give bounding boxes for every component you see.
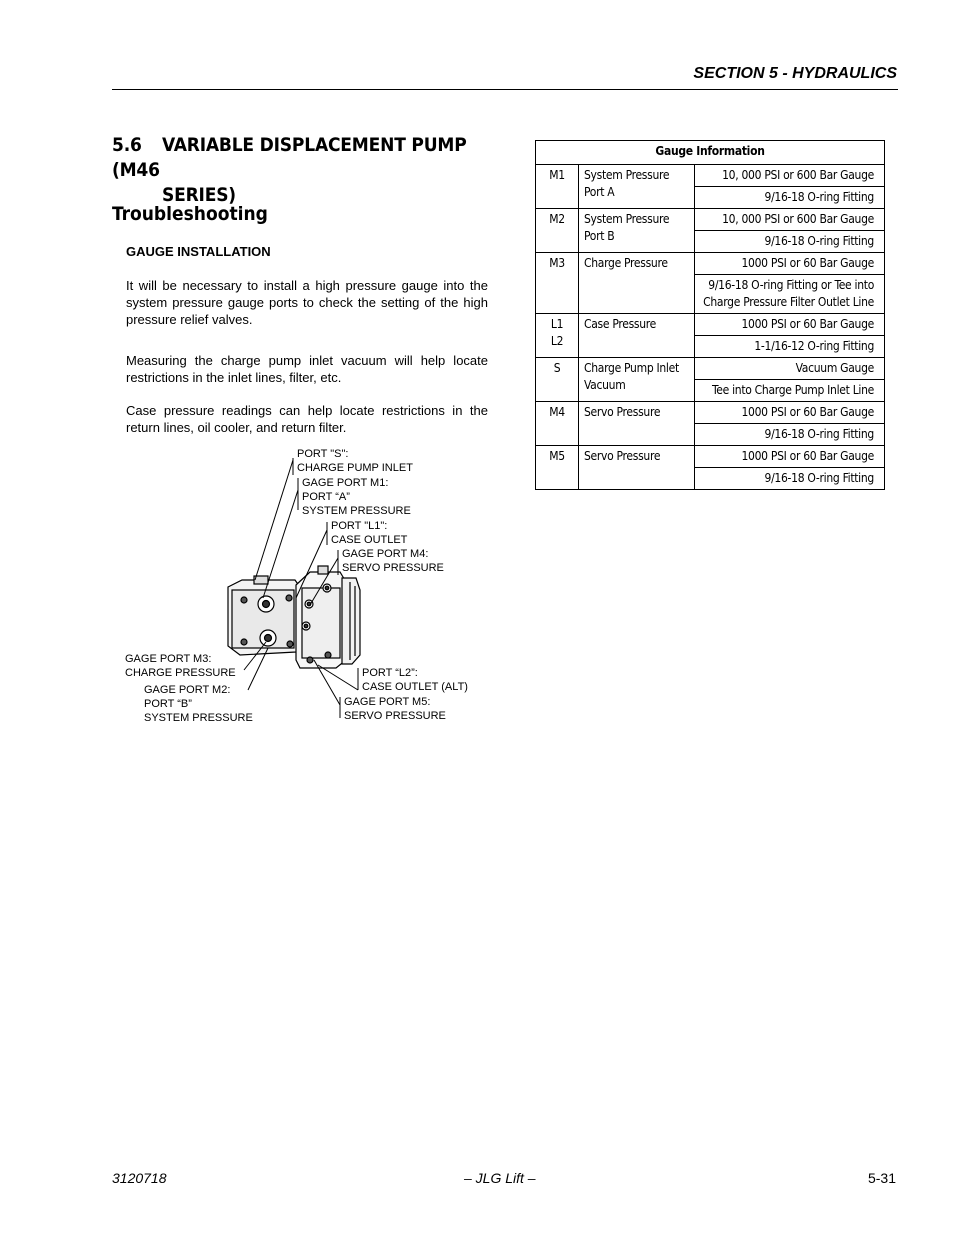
table-row <box>536 358 885 380</box>
spec-cell: 9/16-18 O-ring Fitting <box>695 187 885 209</box>
table-row <box>536 446 885 468</box>
m5-label-1: GAGE PORT M5: <box>344 696 431 708</box>
footer-page-number: 5-31 <box>867 1170 896 1186</box>
description-cell: System Pressure Port A <box>579 165 695 209</box>
spec-cell: 9/16-18 O-ring Fitting or Tee into Charge Pressure Filter Outlet Line <box>695 275 885 314</box>
table-row <box>536 209 885 231</box>
port-s-label-2: CHARGE PUMP INLET <box>297 462 413 474</box>
description-cell: System Pressure Port B <box>579 209 695 253</box>
table-header-row <box>536 141 885 165</box>
spec-cell: 1000 PSI or 60 Bar Gauge <box>695 402 885 424</box>
m1-label-2: PORT “A” <box>302 491 350 503</box>
port-s-label-1: PORT "S": <box>297 448 349 460</box>
section-title <box>112 133 502 208</box>
spec-cell: 9/16-18 O-ring Fitting <box>695 231 885 253</box>
table-title: Gauge Information <box>536 141 885 165</box>
m3-label-1: GAGE PORT M3: <box>125 653 212 665</box>
table-row <box>536 402 885 424</box>
spec-cell: 10, 000 PSI or 600 Bar Gauge <box>695 209 885 231</box>
paragraph-inlet-vacuum: Measuring the charge pump inlet vacuum will help locate restrictions in the inlet lines, filter, etc. <box>126 353 488 386</box>
description-cell: Charge Pump Inlet Vacuum <box>579 358 695 402</box>
m1-label-3: SYSTEM PRESSURE <box>302 505 411 517</box>
spec-cell: 1-1/16-12 O-ring Fitting <box>695 336 885 358</box>
l2-label-2: CASE OUTLET (ALT) <box>362 681 468 693</box>
spec-cell: 10, 000 PSI or 600 Bar Gauge <box>695 165 885 187</box>
m2-label-1: GAGE PORT M2: <box>144 684 231 696</box>
m1-label-1: GAGE PORT M1: <box>302 477 389 489</box>
port-cell: M5 <box>536 446 579 490</box>
port-l2: L2 <box>550 334 564 348</box>
port-cell <box>536 314 579 358</box>
section-number: 5.6 <box>112 134 142 156</box>
port-cell: M4 <box>536 402 579 446</box>
paragraph-case-pressure: Case pressure readings can help locate restrictions in the return lines, oil cooler, and return filter. <box>126 403 488 436</box>
section-title-line2: SERIES) <box>162 184 236 206</box>
spec-cell: 1000 PSI or 60 Bar Gauge <box>695 253 885 275</box>
spec-cell: 1000 PSI or 60 Bar Gauge <box>695 446 885 468</box>
m5-label-2: SERVO PRESSURE <box>344 710 446 722</box>
gauge-information-table <box>535 140 885 490</box>
spec-cell: 9/16-18 O-ring Fitting <box>695 424 885 446</box>
description-cell: Charge Pressure <box>579 253 695 314</box>
spec-cell: Vacuum Gauge <box>695 358 885 380</box>
footer-company: – JLG Lift – <box>464 1170 536 1186</box>
table-row <box>536 253 885 275</box>
table-row <box>536 165 885 187</box>
port-l1: L1 <box>550 317 564 331</box>
description-cell: Servo Pressure <box>579 402 695 446</box>
table-body <box>536 165 885 490</box>
m4-label-2: SERVO PRESSURE <box>342 562 444 574</box>
m3-label-2: CHARGE PRESSURE <box>125 667 236 679</box>
footer-document-number: 3120718 <box>112 1170 167 1186</box>
spec-cell: 9/16-18 O-ring Fitting <box>695 468 885 490</box>
m4-label-1: GAGE PORT M4: <box>342 548 429 560</box>
section-title-line1: VARIABLE DISPLACEMENT PUMP (M46 <box>112 134 467 181</box>
l1-label-1: PORT "L1": <box>331 520 388 532</box>
pump-port-diagram <box>112 443 502 733</box>
section-header: SECTION 5 - HYDRAULICS <box>693 65 897 82</box>
l1-label-2: CASE OUTLET <box>331 534 408 546</box>
paragraph-relief-valves: It will be necessary to install a high pressure gauge into the system pressure gauge ports to check the setting of the high pressure relief valves. <box>126 278 488 328</box>
spec-cell: Tee into Charge Pump Inlet Line <box>695 380 885 402</box>
subsection-title: Troubleshooting <box>112 203 268 225</box>
description-cell: Case Pressure <box>579 314 695 358</box>
description-cell: Servo Pressure <box>579 446 695 490</box>
table-row <box>536 314 885 336</box>
port-cell: M1 <box>536 165 579 209</box>
port-cell: M3 <box>536 253 579 314</box>
gauge-installation-heading: GAUGE INSTALLATION <box>126 244 271 259</box>
spec-cell: 1000 PSI or 60 Bar Gauge <box>695 314 885 336</box>
header-rule <box>112 89 898 90</box>
pump-illustration <box>228 566 360 668</box>
l2-label-1: PORT “L2”: <box>362 667 418 679</box>
port-cell: M2 <box>536 209 579 253</box>
m2-label-3: SYSTEM PRESSURE <box>144 712 253 724</box>
m2-label-2: PORT “B” <box>144 698 192 710</box>
port-cell: S <box>536 358 579 402</box>
